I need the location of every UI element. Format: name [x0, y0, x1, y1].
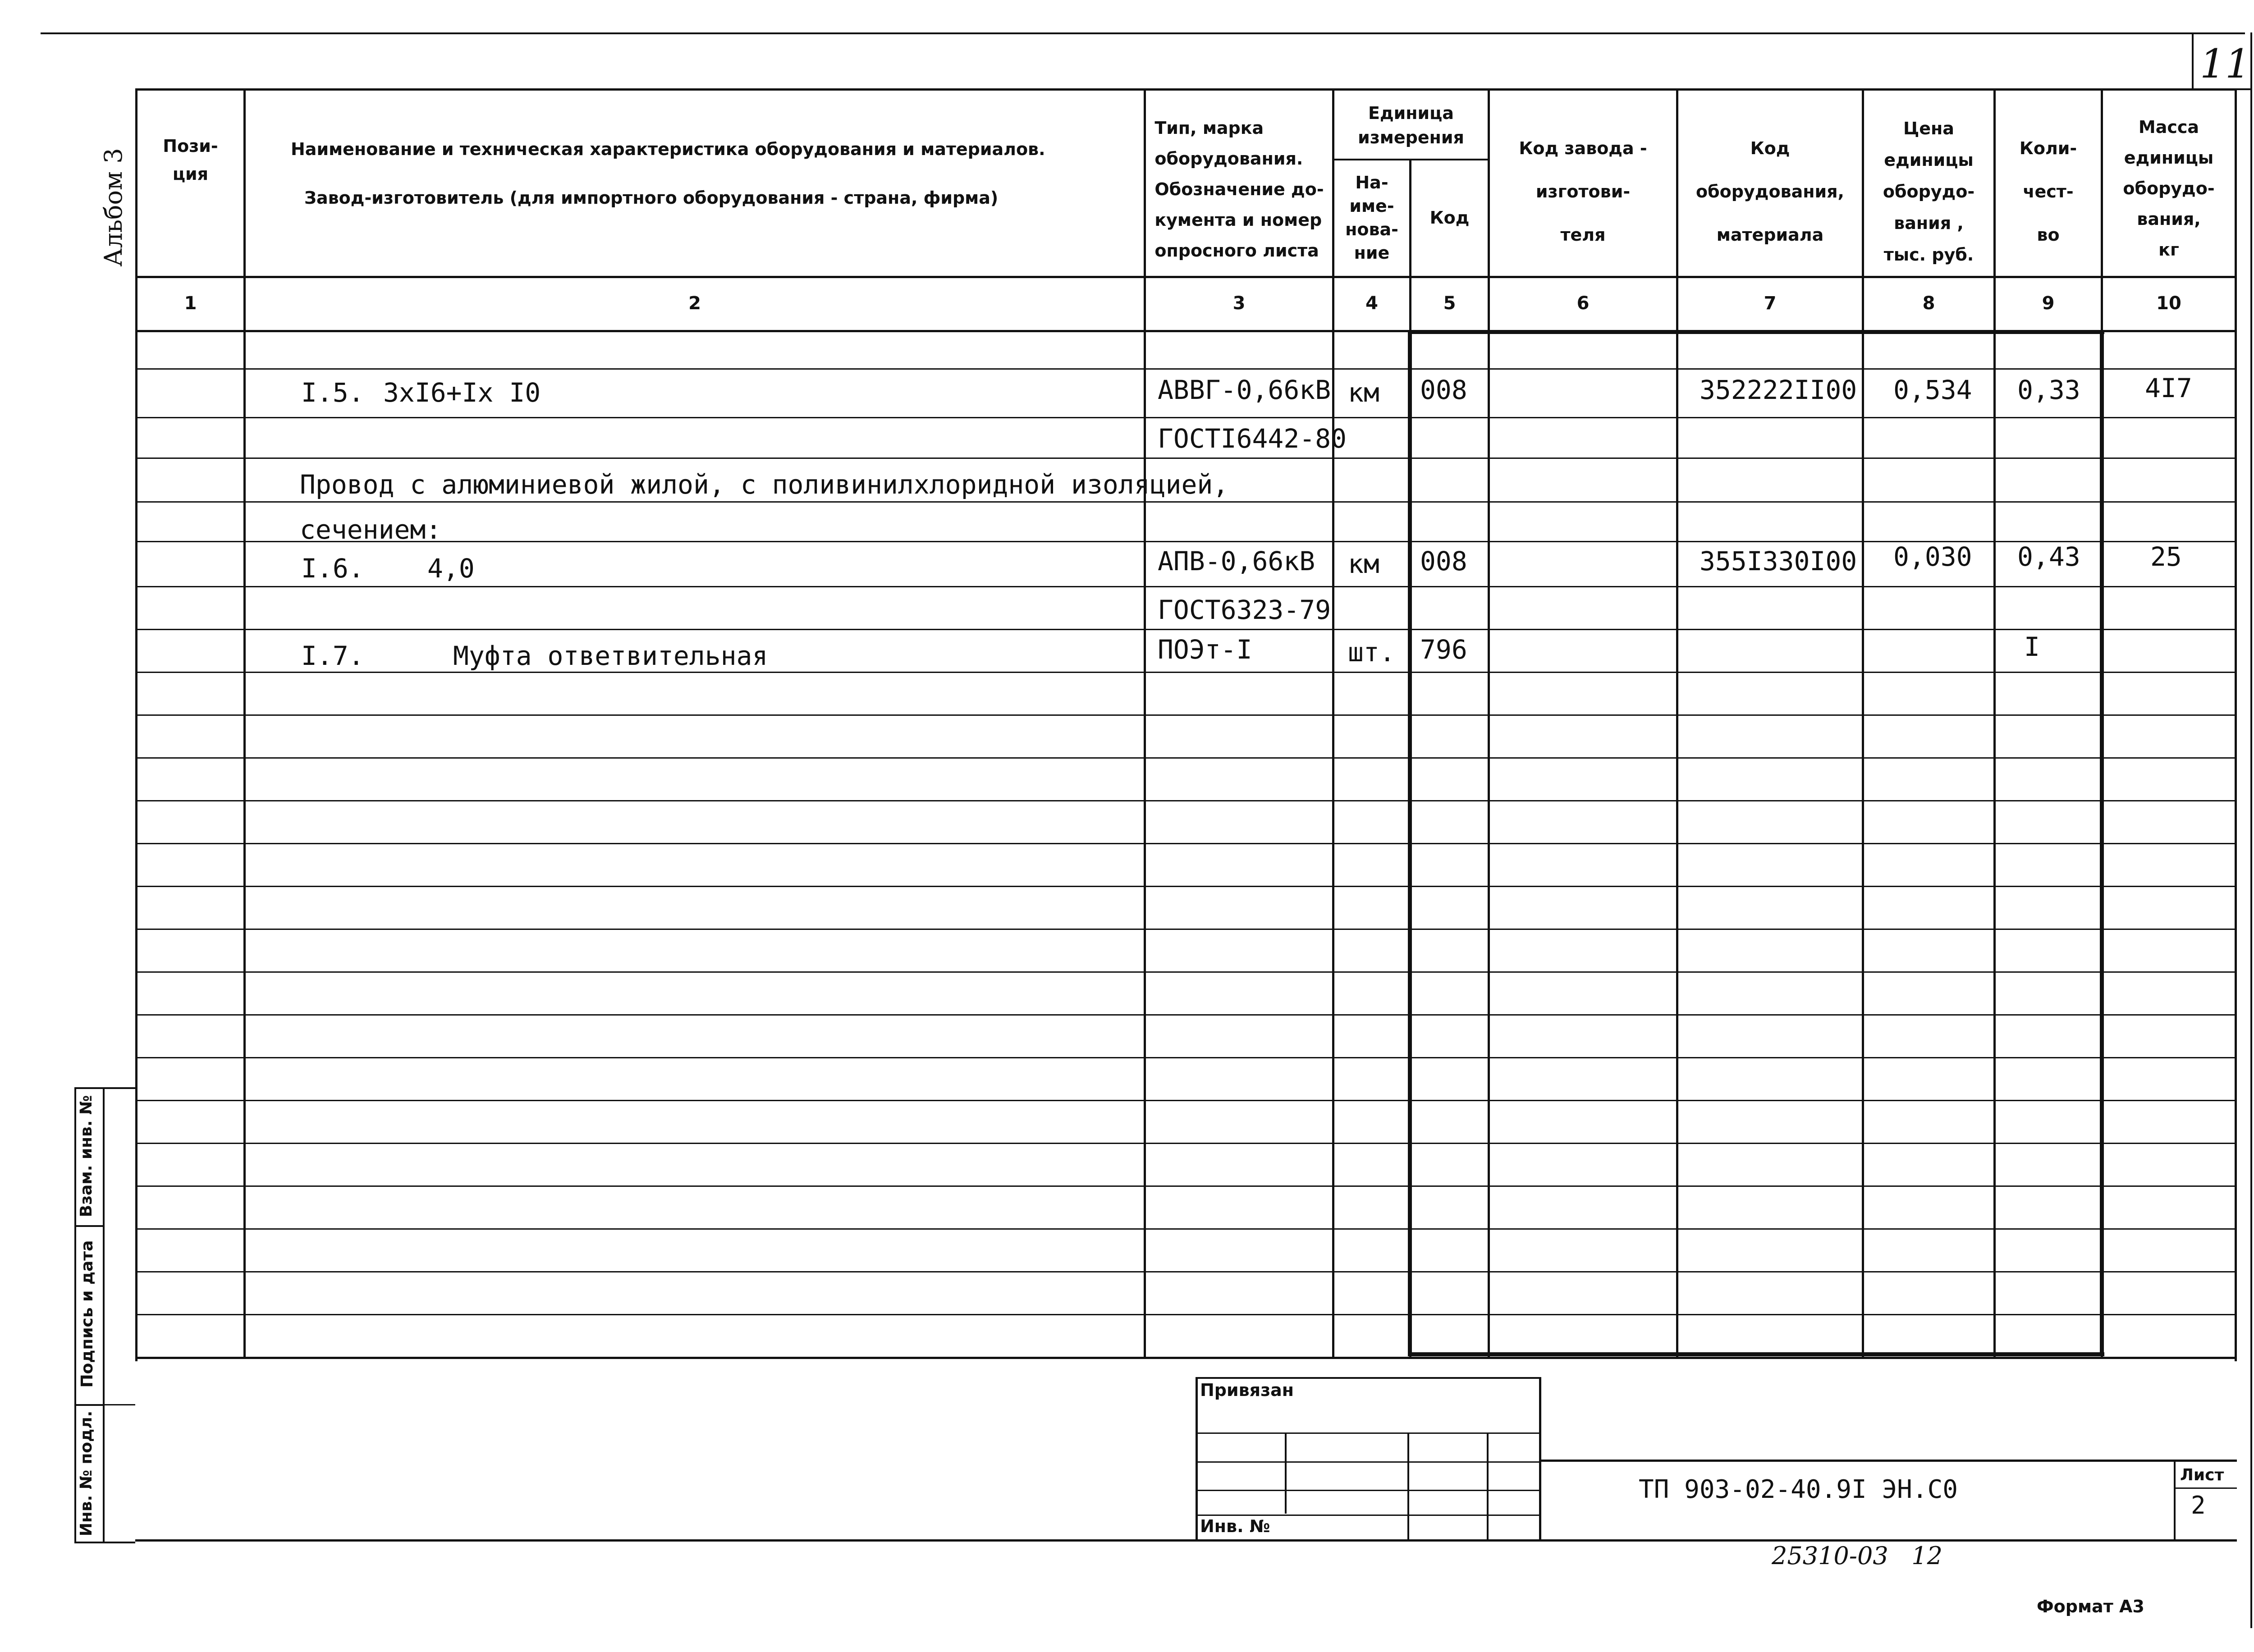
- column-number-4: 4: [1365, 293, 1378, 314]
- row-separator: [137, 971, 2235, 973]
- row-separator: [137, 458, 2235, 459]
- header-name-line2: Завод-изготовитель (для импортного оборудования - страна, фирма): [304, 188, 999, 208]
- row-separator: [137, 672, 2235, 673]
- column-number-3: 3: [1232, 293, 1246, 314]
- header-name-line1: Наименование и техническая характеристика оборудования и материалов.: [291, 139, 1045, 159]
- column-number-8: 8: [1922, 293, 1935, 314]
- row-description: Провод с алюминиевой жилой, с поливинилхлоридной изоляцией,: [300, 469, 1229, 500]
- row-separator: [137, 629, 2235, 630]
- row-separator: [137, 1185, 2235, 1187]
- header-equipment-code: Код оборудования, материала: [1696, 138, 1844, 245]
- column-number-7: 7: [1764, 293, 1777, 314]
- row-unit-code: 796: [1420, 634, 1467, 665]
- row-separator: [137, 800, 2235, 801]
- row-separator: [137, 586, 2235, 587]
- row-separator: [137, 1143, 2235, 1144]
- row-unit: км: [1348, 549, 1379, 579]
- row-type: ГОСТI6442-80: [1158, 423, 1347, 454]
- column-number-10: 10: [2156, 293, 2181, 314]
- row-separator: [137, 501, 2235, 503]
- row-unit: км: [1348, 377, 1379, 408]
- row-description: сечением:: [300, 514, 442, 545]
- privyazan-label: Привязан: [1200, 1380, 1294, 1400]
- row-quantity: 0,33: [2017, 375, 2080, 405]
- row-separator: [137, 417, 2235, 418]
- row-description: 4,0: [427, 553, 475, 584]
- row-type: АВВГ-0,66кВ: [1158, 375, 1331, 405]
- sheet-number: 2: [2191, 1491, 2206, 1519]
- row-type: АПВ-0,66кВ: [1158, 546, 1315, 577]
- row-separator: [137, 368, 2235, 370]
- header-unit-code: Код: [1429, 208, 1470, 228]
- column-number-6: 6: [1576, 293, 1590, 314]
- row-separator: [137, 1014, 2235, 1016]
- row-separator: [137, 1228, 2235, 1230]
- row-separator: [137, 843, 2235, 844]
- row-equipment-code: 352222II00: [1700, 375, 1857, 405]
- row-mass: 4I7: [2145, 373, 2192, 403]
- row-price: 0,534: [1893, 375, 1972, 405]
- column-number-5: 5: [1443, 293, 1456, 314]
- row-separator: [137, 757, 2235, 759]
- row-separator: [137, 1100, 2235, 1101]
- handwritten-sheet-number: 11: [2200, 41, 2250, 87]
- header-unit-group: Единица измерения: [1358, 103, 1464, 147]
- podpis-data-label: Подпись и дата: [78, 1240, 96, 1388]
- column-number-2: 2: [688, 293, 701, 314]
- row-position: I.6.: [301, 553, 364, 584]
- table-body-bottom: [135, 1357, 2237, 1359]
- inv-no-label: Инв. №: [1200, 1516, 1270, 1536]
- vzam-inv-label: Взам. инв. №: [77, 1095, 96, 1217]
- row-description: 3xI6+Ix I0: [383, 377, 541, 408]
- row-separator: [137, 1271, 2235, 1272]
- header-mass: Масса единицы оборудо- вания, кг: [2123, 117, 2215, 260]
- row-unit: шт.: [1348, 637, 1395, 668]
- inv-podl-label: Инв. № подл.: [77, 1410, 96, 1537]
- row-type: ПОЭт-I: [1158, 634, 1252, 665]
- document-code: ТП 903-02-40.9I ЭН.С0: [1639, 1475, 1958, 1504]
- row-unit-code: 008: [1420, 375, 1467, 405]
- row-type: ГОСТ6323-79: [1158, 595, 1331, 625]
- row-description: Муфта ответвительная: [453, 641, 768, 671]
- row-quantity: 0,43: [2017, 541, 2080, 572]
- row-equipment-code: 355I330I00: [1700, 546, 1857, 577]
- row-separator: [137, 714, 2235, 716]
- row-separator: [137, 886, 2235, 887]
- format-label: Формат А3: [2037, 1597, 2144, 1616]
- column-number-9: 9: [2042, 293, 2055, 314]
- header-factory-code: Код завода - изготови- теля: [1519, 138, 1647, 245]
- row-position: I.5.: [301, 377, 364, 408]
- row-position: I.7.: [301, 641, 364, 671]
- row-separator: [137, 1057, 2235, 1058]
- header-price: Цена единицы оборудо- вания , тыс. руб.: [1883, 119, 1975, 265]
- header-type: Тип, марка оборудования. Обозначение до- кумента и номер опросного листа: [1154, 118, 1324, 261]
- row-price: 0,030: [1893, 541, 1972, 572]
- header-unit-name: На- име- нова- ние: [1345, 173, 1398, 263]
- row-mass: 25: [2150, 541, 2182, 572]
- row-quantity: I: [2024, 632, 2040, 662]
- header-quantity: Коли- чест- во: [2019, 138, 2077, 245]
- row-separator: [137, 1314, 2235, 1315]
- sheet-label: Лист: [2180, 1466, 2224, 1484]
- header-position: Пози- ция: [163, 136, 218, 184]
- album-label: Альбом 3: [99, 148, 128, 267]
- column-number-1: 1: [184, 293, 197, 314]
- row-separator: [137, 929, 2235, 930]
- row-unit-code: 008: [1420, 546, 1467, 577]
- archive-number: 25310-03 12: [1772, 1542, 1942, 1570]
